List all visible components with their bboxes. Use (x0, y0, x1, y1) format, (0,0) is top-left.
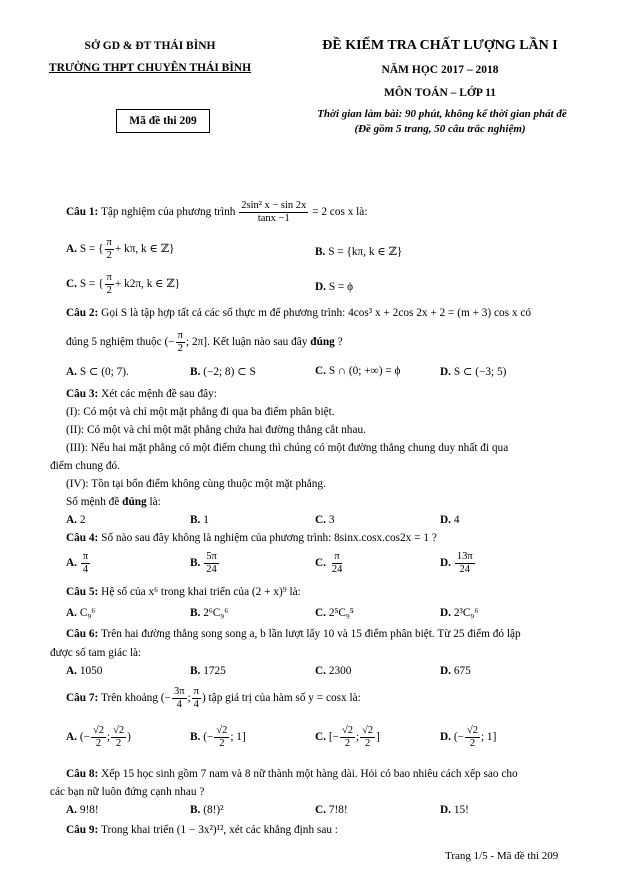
q8-c-text: 7!8! (328, 804, 348, 816)
q7-d-frac (465, 725, 480, 750)
q6-b-label: B. (190, 665, 201, 677)
q1-eq-numerator: 2sin² x − sin 2x (241, 200, 307, 211)
subject-title: MÔN TOÁN – LỚP 11 (383, 87, 497, 99)
q3-ask (66, 496, 161, 508)
q2-line2-pre: đúng 5 nghiệm thuộc (66, 336, 162, 349)
q2-b-text: (−2; 8) ⊂ S (203, 366, 256, 378)
question-5 (66, 586, 301, 598)
q1-text: Tập nghiệm của phương trình (100, 206, 236, 219)
q6-option-d[interactable] (440, 665, 471, 677)
q7-c-frac-1 (340, 725, 355, 750)
q3-c-text: 3 (328, 514, 335, 526)
q8-d-label: D. (440, 804, 451, 816)
q3-label: Câu 3: (66, 388, 99, 400)
q2-c-text: S ∩ (0; +∞) = ϕ (328, 365, 401, 377)
q1-c-post: + k2π, k ∈ ℤ} (114, 278, 181, 291)
q4-b-den: 24 (206, 564, 217, 575)
q8-option-c[interactable] (315, 804, 348, 816)
q7-c-d2: 2 (364, 738, 371, 749)
q7-a-frac-2 (111, 725, 126, 750)
q3-b-text: 1 (203, 514, 209, 526)
q3-option-d[interactable] (440, 514, 459, 526)
q1-b-text: S = {kπ, k ∈ ℤ} (328, 246, 403, 258)
q6-a-label: A. (66, 665, 77, 677)
q2-qmark: ? (337, 336, 343, 349)
q8-line1: Xếp 15 học sinh gồm 7 nam và 8 nữ thành một hàng dài. Hỏi có bao nhiêu cách xếp sao cho (101, 768, 518, 780)
q8-option-a[interactable] (66, 804, 99, 816)
q7-a-label: A. (66, 731, 77, 744)
q9-label: Câu 9: (66, 824, 99, 836)
q3-ask-bold: đúng (122, 496, 147, 508)
q1-option-c[interactable] (66, 272, 180, 297)
q2-interval-left: (− (164, 336, 175, 349)
q7-int-frac-2 (192, 686, 201, 711)
q4-c-label: C. (315, 557, 326, 570)
q3-ask-post: là: (149, 496, 161, 508)
q2-option-b[interactable] (190, 365, 256, 378)
q7-int-frac-1 (172, 686, 187, 711)
school-year: NĂM HỌC 2017 – 2018 (381, 64, 499, 76)
q5-option-a[interactable] (66, 607, 95, 619)
question-6-line-2: được số tam giác là: (50, 647, 142, 659)
q4-text: Số nào sau đây không là nghiệm của phương trình: 8sinx.cosx.cos2x = 1 ? (101, 532, 437, 544)
q6-option-a[interactable] (66, 665, 102, 677)
q1-d-label: D. (315, 281, 326, 293)
q8-label: Câu 8: (66, 768, 99, 780)
q6-label: Câu 6: (66, 628, 99, 640)
q7-option-a[interactable] (66, 725, 131, 750)
q4-b-num: 5π (206, 551, 217, 562)
q1-a-fraction (105, 237, 114, 262)
q1-eq-denominator: tanx −1 (257, 213, 290, 224)
page-footer: Trang 1/5 - Mã đề thi 209 (445, 850, 559, 862)
q2-d-text: S ⊂ (−3; 5) (453, 366, 507, 378)
q7-d-l: (− (453, 731, 464, 744)
q8-d-text: 15! (453, 804, 469, 816)
q7-option-c[interactable] (315, 725, 380, 750)
q7-d-tail: ; 1] (480, 731, 497, 744)
q7-c-d1: 2 (344, 738, 351, 749)
q3-d-text: 4 (453, 514, 460, 526)
q4-label: Câu 4: (66, 532, 99, 544)
q2-a-label: A. (66, 366, 77, 378)
q4-c-fraction (330, 551, 345, 576)
question-2-line-2 (66, 330, 343, 355)
q5-b-text: 2⁶C₉⁶ (203, 607, 229, 619)
q2-line2-post: . Kết luận nào sau đây (207, 336, 308, 349)
q7-b-frac (214, 725, 229, 750)
q3-c-label: C. (315, 514, 326, 526)
q5-option-d[interactable] (440, 607, 478, 619)
q7-a-l: (− (79, 731, 90, 744)
q7-a-n2: √2 (113, 725, 125, 736)
q3-statement-1: (I): Có một và chỉ một mặt phẳng đi qua ba điểm phân biệt. (66, 406, 335, 418)
q1-label: Câu 1: (66, 206, 99, 219)
q3-statement-2: (II): Có một và chỉ một mặt phẳng chứa hai đường thẳng cắt nhau. (66, 424, 366, 436)
q1-a-pre: S = { (79, 243, 104, 256)
q3-d-label: D. (440, 514, 451, 526)
q7-int-right: ) (201, 692, 206, 705)
q7-option-b[interactable] (190, 725, 246, 750)
q4-c-den: 24 (331, 564, 343, 575)
question-3 (66, 388, 217, 400)
q6-option-c[interactable] (315, 665, 351, 677)
question-7 (66, 686, 361, 711)
exam-title: ĐỀ KIỂM TRA CHẤT LƯỢNG LẦN I (322, 38, 558, 53)
q7-b-l: (− (203, 731, 214, 744)
q5-b-label: B. (190, 607, 201, 619)
q5-c-text: 2⁵C₉⁵ (328, 607, 354, 619)
q7-c-label: C. (315, 731, 326, 744)
q6-d-text: 675 (453, 665, 471, 677)
q4-b-label: B. (190, 557, 201, 570)
q2-a-text: S ⊂ (0; 7). (79, 366, 129, 378)
q6-a-text: 1050 (79, 665, 103, 677)
q7-a-d1: 2 (95, 738, 102, 749)
q7-pre: Trên khoảng (100, 692, 158, 705)
q2-bold-word: đúng (310, 336, 335, 349)
q3-statement-3a: (III): Nếu hai mặt phẳng có một điểm chung thì chúng có một đường thẳng chung duy nhất đi qua (66, 442, 509, 454)
q7-a-n1: √2 (92, 725, 104, 736)
q1-c-label: C. (66, 278, 77, 291)
q7-a-frac-1 (91, 725, 106, 750)
q4-a-fraction (81, 551, 90, 576)
question-1 (66, 200, 367, 225)
q7-int-sep: ; (187, 692, 191, 705)
q6-c-text: 2300 (328, 665, 352, 677)
q4-d-fraction (455, 551, 475, 576)
q3-a-label: A. (66, 514, 77, 526)
q5-option-c[interactable] (315, 607, 354, 619)
q1-c-fraction (105, 272, 114, 297)
question-8-line-2: các bạn nữ luôn đứng cạnh nhau ? (50, 786, 205, 798)
time-note: Thời gian làm bài: 90 phút, không kể thời gian phát đề (317, 108, 567, 120)
q2-d-label: D. (440, 366, 451, 378)
q5-a-text: C₉⁶ (79, 607, 96, 619)
q2-int-den: 2 (177, 343, 183, 354)
q7-d-d1: 2 (469, 738, 476, 749)
q2-option-d[interactable] (440, 365, 506, 378)
q7-c-r: ] (376, 731, 380, 744)
q7-d-n1: √2 (466, 725, 478, 736)
q5-c-label: C. (315, 607, 326, 619)
q6-option-b[interactable] (190, 665, 226, 677)
q8-c-label: C. (315, 804, 326, 816)
q7-d-label: D. (440, 731, 451, 744)
q7-option-d[interactable] (440, 725, 496, 750)
q7-b-tail: ; 1] (230, 731, 246, 744)
q7-i-d2: 4 (193, 699, 199, 710)
q2-int-num: π (177, 330, 183, 341)
q3-a-text: 2 (79, 514, 86, 526)
q4-d-den: 24 (459, 564, 470, 575)
q1-d-text: S = ϕ (328, 281, 354, 293)
q6-b-text: 1725 (203, 665, 226, 677)
q4-d-num: 13π (456, 551, 473, 562)
question-9 (66, 824, 338, 836)
q4-option-d[interactable] (440, 551, 476, 576)
q1-c-pre: S = { (79, 278, 104, 291)
dept-name: SỞ GD & ĐT THÁI BÌNH (84, 40, 216, 52)
q6-line1: Trên hai đường thẳng song song a, b lần lượt lấy 10 và 15 điểm phân biệt. Từ 25 điểm đó lập (100, 628, 521, 640)
q2-option-a[interactable] (66, 365, 129, 378)
q7-i-n1: 3π (173, 686, 185, 697)
q7-post: tập giá trị của hàm số y = cosx là: (208, 692, 361, 705)
q1-c-den: 2 (106, 285, 112, 296)
q1-tail: là: (356, 206, 368, 219)
q7-label: Câu 7: (66, 692, 99, 705)
q7-b-label: B. (190, 731, 201, 744)
q1-a-post: + kπ, k ∈ ℤ} (114, 243, 175, 256)
q7-b-d1: 2 (219, 738, 225, 749)
q3-b-label: B. (190, 514, 201, 526)
q7-c-l: [− (328, 731, 339, 744)
q6-d-label: D. (440, 665, 451, 677)
q4-a-den: 4 (82, 564, 89, 575)
q8-b-text: (8!)² (203, 804, 224, 816)
q4-c-num: π (334, 551, 340, 562)
q1-option-a[interactable] (66, 237, 174, 262)
question-8-line-1 (66, 768, 518, 780)
q8-b-label: B. (190, 804, 201, 816)
q2-c-label: C. (315, 365, 326, 377)
q1-a-den: 2 (106, 250, 112, 261)
exam-code-box (116, 109, 210, 133)
q3-statement-3b: điểm chung đó. (50, 460, 120, 472)
pages-note: (Đề gồm 5 trang, 50 câu trắc nghiệm) (354, 123, 526, 135)
q3-ask-pre: Số mệnh đề (66, 496, 120, 508)
q7-a-d2: 2 (115, 738, 122, 749)
q4-a-num: π (82, 551, 89, 562)
q5-option-b[interactable] (190, 607, 228, 619)
school-name: TRƯỜNG THPT CHUYÊN THÁI BÌNH (48, 62, 252, 74)
q1-a-num: π (106, 237, 112, 248)
q7-int-left: (− (160, 692, 171, 705)
q8-option-b[interactable] (190, 804, 224, 816)
q1-equation-fraction (239, 200, 308, 225)
q1-c-num: π (106, 272, 112, 283)
q5-label: Câu 5: (66, 586, 99, 598)
q7-a-sep: ; (106, 731, 111, 744)
q2-label: Câu 2: (66, 307, 99, 319)
question-6-line-1 (66, 628, 521, 640)
q5-d-text: 2³C₉⁶ (453, 607, 479, 619)
q2-interval-right: ; 2π] (185, 336, 208, 349)
q2-option-c[interactable] (315, 365, 400, 377)
q3-text: Xét các mệnh đề sau đây: (101, 388, 217, 400)
q1-eq-rhs: = 2 cos x (312, 206, 354, 219)
q8-a-text: 9!8! (79, 804, 99, 816)
exam-code-text: Mã đề thi 209 (129, 115, 197, 127)
q4-option-b[interactable] (190, 551, 220, 576)
q2-line1: Gọi S là tập hợp tất cả các số thực m để phương trình: 4cos³ x + 2cos 2x + 2 = (m + 3) cos x có (101, 307, 532, 319)
q2-b-label: B. (190, 366, 201, 378)
q1-option-d[interactable] (315, 281, 353, 293)
question-4 (66, 532, 437, 544)
q1-option-b[interactable] (315, 245, 402, 258)
q3-option-b[interactable] (190, 514, 209, 526)
q1-a-label: A. (66, 243, 77, 256)
q7-i-n2: π (193, 686, 199, 697)
q4-option-a[interactable] (66, 551, 91, 576)
q2-interval-fraction (176, 330, 185, 355)
q6-c-label: C. (315, 665, 326, 677)
q7-c-sep: ; (355, 731, 360, 744)
q9-text: Trong khai triển (1 − 3x²)¹², xét các khẳng định sau : (100, 824, 338, 836)
q5-text: Hệ số của x⁶ trong khai triển của (2 + x)⁹ là: (101, 586, 301, 598)
q3-option-c[interactable] (315, 514, 334, 526)
q8-a-label: A. (66, 804, 77, 816)
question-2-line-1 (66, 307, 531, 319)
q5-d-label: D. (440, 607, 451, 619)
q7-c-n1: √2 (341, 725, 353, 736)
q1-b-label: B. (315, 246, 326, 258)
q4-d-label: D. (440, 557, 451, 570)
q3-option-a[interactable] (66, 514, 85, 526)
q4-option-c[interactable] (315, 551, 345, 576)
q4-b-fraction (204, 551, 219, 576)
q7-c-frac-2 (360, 725, 375, 750)
q4-a-label: A. (66, 557, 77, 570)
q3-statement-4: (IV): Tồn tại bốn điểm không cùng thuộc một mặt phẳng. (66, 478, 326, 490)
q7-b-n1: √2 (216, 725, 228, 736)
q7-i-d1: 4 (176, 699, 182, 710)
q5-a-label: A. (66, 607, 77, 619)
q7-a-r: ) (127, 731, 131, 744)
q7-c-n2: √2 (362, 725, 374, 736)
q8-option-d[interactable] (440, 804, 469, 816)
